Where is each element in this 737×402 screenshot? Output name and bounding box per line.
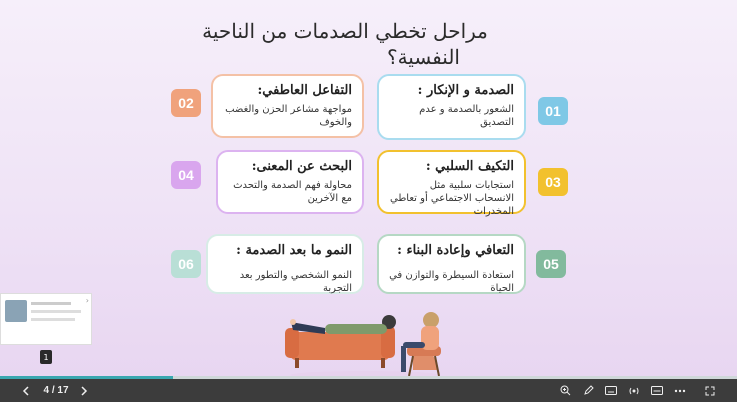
- draw-button[interactable]: [580, 379, 596, 402]
- slide-title-line-2: النفسية؟: [386, 45, 460, 69]
- chevron-right-icon: [80, 386, 88, 396]
- presentation-toolbar: [0, 379, 737, 402]
- fullscreen-icon: [705, 386, 715, 396]
- stage-card-04: [216, 150, 364, 214]
- stage-title: التعافي وإعادة البناء :: [397, 243, 514, 258]
- stage-number-03: 03: [538, 168, 568, 196]
- more-options-button[interactable]: [672, 379, 688, 402]
- captions-button[interactable]: [649, 379, 665, 402]
- fullscreen-button[interactable]: [702, 379, 718, 402]
- audio-button[interactable]: [626, 379, 642, 402]
- stage-description: النمو الشخصي والتطور بعد التجربة: [239, 270, 352, 294]
- prev-slide-button[interactable]: [18, 379, 34, 402]
- stage-title: النمو ما بعد الصدمة :: [236, 243, 352, 258]
- next-slide-button[interactable]: [76, 379, 92, 402]
- chevron-left-icon: [22, 386, 30, 396]
- stage-number-05: 05: [536, 250, 566, 278]
- stage-description: الشعور بالصدمة و عدم التصديق: [419, 104, 514, 128]
- zoom-button[interactable]: [557, 379, 573, 402]
- slide-title: [180, 18, 510, 70]
- captions-icon: [651, 386, 663, 395]
- thumbnail-text-line: [31, 318, 75, 321]
- stage-number-06: 06: [171, 250, 201, 278]
- stage-card-03: [377, 150, 526, 217]
- stage-card-06: [206, 234, 364, 294]
- zoom-in-icon: [560, 385, 571, 396]
- stage-number-02: 02: [171, 89, 201, 117]
- stage-title: التكيف السلبي :: [425, 159, 514, 174]
- pen-icon: [583, 385, 594, 396]
- keyboard-button[interactable]: [603, 379, 619, 402]
- keyboard-icon: [605, 386, 617, 395]
- stage-number-04: 04: [171, 161, 201, 189]
- stage-card-05: [377, 234, 526, 294]
- broadcast-icon: [628, 386, 640, 396]
- stage-card-02: [211, 74, 364, 138]
- thumbnail-text-line: [31, 302, 71, 305]
- stage-description: محاولة فهم الصدمة والتحدث مع الآخرين: [233, 180, 352, 204]
- page-indicator: 4 / 17: [43, 385, 69, 396]
- stage-title: البحث عن المعنى:: [251, 159, 352, 174]
- thumbnail-page-badge: 1: [40, 350, 52, 364]
- slide-thumbnail-panel[interactable]: [0, 293, 92, 345]
- more-horizontal-icon: [674, 389, 686, 393]
- therapy-illustration: [285, 300, 445, 378]
- stage-description: استجابات سلبية مثل الانسحاب الاجتماعي أو تعاطي المخدرات: [389, 180, 514, 217]
- slide-title-line-1: مراحل تخطي الصدمات من الناحية: [202, 19, 488, 43]
- thumbnail-close-icon[interactable]: ›: [85, 296, 89, 305]
- stage-card-01: [377, 74, 526, 140]
- stage-description: استعادة السيطرة والتوازن في الحياة: [389, 270, 514, 294]
- thumbnail-text-line: [31, 310, 81, 313]
- stage-title: الصدمة و الإنكار :: [417, 83, 514, 98]
- stage-number-01: 01: [538, 97, 568, 125]
- stage-title: التفاعل العاطفي:: [257, 83, 352, 98]
- stage-description: مواجهة مشاعر الحزن والغضب والخوف: [225, 104, 352, 128]
- thumbnail-image: [5, 300, 27, 322]
